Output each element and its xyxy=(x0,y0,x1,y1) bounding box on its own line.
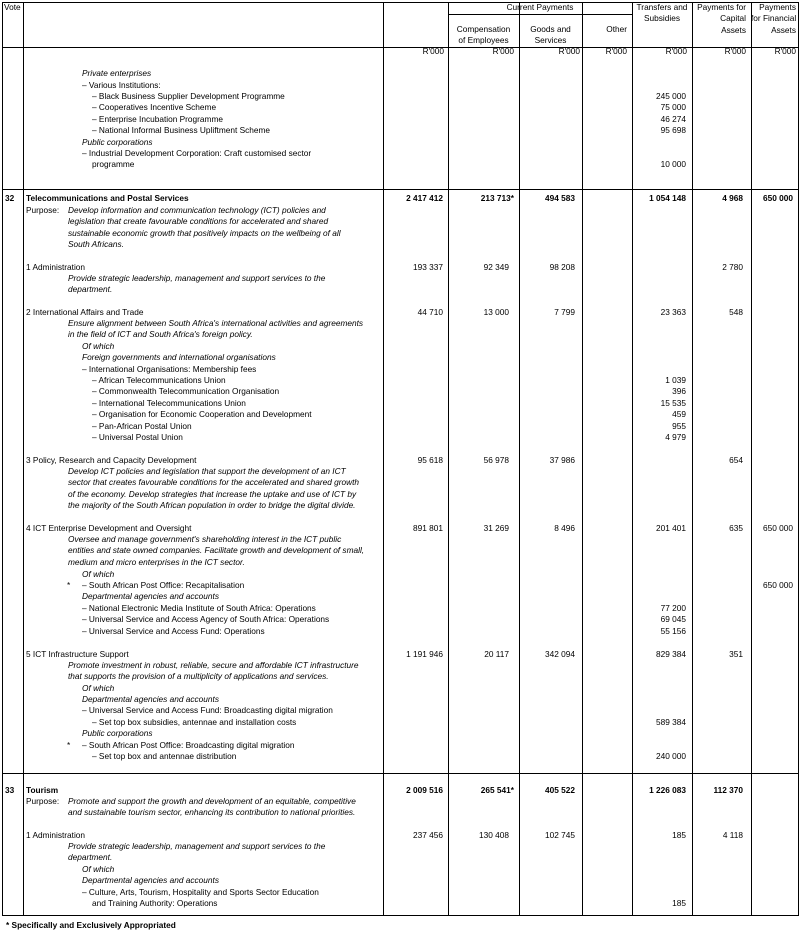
top-line: Private enterprises xyxy=(82,68,152,78)
vote-32-purpose-label: Purpose: xyxy=(26,205,60,215)
vote-33-capital: 112 370 xyxy=(713,785,743,795)
line-value: 69 045 xyxy=(660,614,686,624)
header-vote: Vote xyxy=(4,2,21,12)
top-line: Public corporations xyxy=(82,137,153,147)
p4-total: 891 801 xyxy=(413,523,443,533)
line-item: – South African Post Office: Broadcasting digital migration xyxy=(82,740,295,750)
sub-category: – International Organisations: Membership fees xyxy=(82,364,257,374)
line-value: 77 200 xyxy=(660,603,686,613)
p3-capital: 654 xyxy=(729,455,743,465)
p3-comp: 56 978 xyxy=(483,455,509,465)
p4-financial: 650 000 xyxy=(763,523,793,533)
vote-32-purpose: Develop information and communication technology (ICT) policies and legislation that create favourable conditions for accelerated and shared sustainable economic growth that positively impacts on the wellbeing of all South Africans. xyxy=(68,205,341,250)
vote-33-total: 2 009 516 xyxy=(406,785,443,795)
p4-comp: 31 269 xyxy=(483,523,509,533)
unit-financial: R'000 xyxy=(774,46,796,56)
vote-32-title: Telecommunications and Postal Services xyxy=(26,193,189,203)
vote-33-purpose: Promote and support the growth and development of an equitable, competitive and sustainable tourism sector, enhancing its contribution to national priorities. xyxy=(68,796,356,818)
line-value: 955 xyxy=(672,421,686,431)
programme-title: 5 ICT Infrastructure Support xyxy=(26,649,129,659)
p2-total: 44 710 xyxy=(417,307,443,317)
t1-transfers: 185 xyxy=(672,830,686,840)
asterisk-marker: * xyxy=(67,740,71,750)
vote-32-financial: 650 000 xyxy=(763,193,793,203)
unit-goods: R'000 xyxy=(558,46,580,56)
header-compensation: Compensation of Employees xyxy=(456,24,511,46)
line-item: – Pan-African Postal Union xyxy=(92,421,192,431)
line-item: – Organisation for Economic Cooperation and Development xyxy=(92,409,312,419)
top-line: – Industrial Development Corporation: Craft customised sector xyxy=(82,148,312,158)
programme-desc: Oversee and manage government's shareholding interest in the ICT public entities and state owned companies. Facilitate growth and development of small, medium and micro enterprises in the ICT sector. xyxy=(68,534,365,567)
line-item: – Set top box and antennae distribution xyxy=(92,751,237,761)
header-current-payments: Current Payments xyxy=(506,2,574,12)
unit-comp: R'000 xyxy=(492,46,514,56)
t1-total: 237 456 xyxy=(413,830,443,840)
line-value: 4 979 xyxy=(665,432,686,442)
line-item: – African Telecommunications Union xyxy=(92,375,226,385)
line-item: – Universal Service and Access Fund: Broadcasting digital migration xyxy=(82,705,333,715)
header-capital: Payments for Capital Assets xyxy=(697,2,746,35)
header-goods: Goods and Services xyxy=(530,24,571,46)
vote-32-goods: 494 583 xyxy=(545,193,575,203)
footnote: * Specifically and Exclusively Appropriated xyxy=(6,920,176,930)
category: Foreign governments and international organisations xyxy=(82,352,276,362)
header-financial: Payments for Financial Assets xyxy=(751,2,797,35)
p4-transfers: 201 401 xyxy=(656,523,686,533)
p5-capital: 351 xyxy=(729,649,743,659)
top-transfer: 10 000 xyxy=(660,159,686,169)
p5-transfers: 829 384 xyxy=(656,649,686,659)
line-value: 55 156 xyxy=(660,626,686,636)
programme-title: 1 Administration xyxy=(26,262,86,272)
line-item: – National Electronic Media Institute of South Africa: Operations xyxy=(82,603,316,613)
top-transfer: 75 000 xyxy=(660,102,686,112)
t1-goods: 102 745 xyxy=(545,830,575,840)
p4-capital: 635 xyxy=(729,523,743,533)
programme-desc: Provide strategic leadership, management and support services to the department. xyxy=(68,841,326,863)
programme-title: 3 Policy, Research and Capacity Development xyxy=(26,455,197,465)
p5-comp: 20 117 xyxy=(484,649,509,659)
top-transfer: 245 000 xyxy=(656,91,686,101)
vote-33-comp: 265 541* xyxy=(480,785,514,795)
line-value: 15 535 xyxy=(660,398,686,408)
asterisk-marker: * xyxy=(67,580,71,590)
category: Departmental agencies and accounts xyxy=(82,591,219,601)
p2-goods: 7 799 xyxy=(554,307,575,317)
line-item: – Universal Service and Access Fund: Operations xyxy=(82,626,265,636)
header-transfers: Transfers and Subsidies xyxy=(636,2,688,24)
vote-33-purpose-label: Purpose: xyxy=(26,796,60,806)
programme-desc: Develop ICT policies and legislation that support the development of an ICT sector that creates favourable conditions for the accelerated and shared growth of the economy. Develop strategies that increase the uptake and use of ICT by the majority of the South African population in order to bridge the digital divide. xyxy=(68,466,360,511)
vote-32-capital: 4 968 xyxy=(722,193,743,203)
vote-32-transfers: 1 054 148 xyxy=(649,193,686,203)
line-item: – Commonwealth Telecommunication Organisation xyxy=(92,386,280,396)
unit-capital: R'000 xyxy=(724,46,746,56)
programme-desc: Promote investment in robust, reliable, secure and affordable ICT infrastructure that supports the provision of a multiplicity of applications and services. xyxy=(68,660,359,682)
top-line: programme xyxy=(92,159,135,169)
programme-title: 1 Administration xyxy=(26,830,86,840)
of-which: Of which xyxy=(82,569,115,579)
vote-33-transfers: 1 226 083 xyxy=(649,785,686,795)
p3-goods: 37 986 xyxy=(549,455,575,465)
vote-32-comp: 213 713* xyxy=(480,193,514,203)
line-value: 589 384 xyxy=(656,717,686,727)
vote-32-total: 2 417 412 xyxy=(406,193,443,203)
p4-goods: 8 496 xyxy=(554,523,575,533)
category: Departmental agencies and accounts xyxy=(82,694,219,704)
vote-33-number: 33 xyxy=(5,785,15,795)
top-transfer: 95 698 xyxy=(660,125,686,135)
line-value: 240 000 xyxy=(656,751,686,761)
vote-33-goods: 405 522 xyxy=(545,785,575,795)
p2-comp: 13 000 xyxy=(483,307,509,317)
top-line: – Black Business Supplier Development Programme xyxy=(92,91,285,101)
p1-capital: 2 780 xyxy=(722,262,743,272)
p2-transfers: 23 363 xyxy=(660,307,686,317)
line-value: 459 xyxy=(672,409,686,419)
unit-transfers: R'000 xyxy=(665,46,687,56)
top-line: – Enterprise Incubation Programme xyxy=(92,114,223,124)
vote-32-number: 32 xyxy=(5,193,15,203)
top-line: – Various Institutions: xyxy=(82,80,161,90)
unit-total: R'000 xyxy=(422,46,444,56)
header-other: Other xyxy=(606,24,627,34)
programme-desc: Ensure alignment between South Africa's international activities and agreements in the field of ICT and South Africa's foreign policy. xyxy=(68,318,364,340)
line-item: – Culture, Arts, Tourism, Hospitality and Sports Sector Education xyxy=(82,887,319,897)
vote-33-title: Tourism xyxy=(26,785,59,795)
p1-comp: 92 349 xyxy=(483,262,509,272)
p3-total: 95 618 xyxy=(417,455,443,465)
line-item: and Training Authority: Operations xyxy=(92,898,218,908)
category: Departmental agencies and accounts xyxy=(82,875,219,885)
p5-goods: 342 094 xyxy=(545,649,575,659)
line-value: 1 039 xyxy=(665,375,686,385)
t1-comp: 130 408 xyxy=(479,830,509,840)
t1-capital: 4 118 xyxy=(722,830,743,840)
category: Public corporations xyxy=(82,728,153,738)
p1-total: 193 337 xyxy=(413,262,443,272)
p2-capital: 548 xyxy=(729,307,743,317)
line-item: – Universal Postal Union xyxy=(92,432,183,442)
unit-other: R'000 xyxy=(605,46,627,56)
p1-goods: 98 208 xyxy=(549,262,575,272)
line-item: – International Telecommunications Union xyxy=(92,398,246,408)
top-line: – Cooperatives Incentive Scheme xyxy=(92,102,217,112)
top-transfer: 46 274 xyxy=(660,114,686,124)
of-which: Of which xyxy=(82,864,115,874)
programme-title: 2 International Affairs and Trade xyxy=(26,307,144,317)
programme-title: 4 ICT Enterprise Development and Oversight xyxy=(26,523,192,533)
line-item: – Set top box subsidies, antennae and installation costs xyxy=(92,717,297,727)
top-line: – National Informal Business Upliftment Scheme xyxy=(92,125,271,135)
p5-total: 1 191 946 xyxy=(406,649,443,659)
of-which: Of which xyxy=(82,341,115,351)
of-which: Of which xyxy=(82,683,115,693)
line-value: 185 xyxy=(672,898,686,908)
line-item: – South African Post Office: Recapitalisation xyxy=(82,580,245,590)
programme-desc: Provide strategic leadership, management and support services to the department. xyxy=(68,273,326,295)
line-item: – Universal Service and Access Agency of South Africa: Operations xyxy=(82,614,330,624)
line-value: 650 000 xyxy=(763,580,793,590)
line-value: 396 xyxy=(672,386,686,396)
